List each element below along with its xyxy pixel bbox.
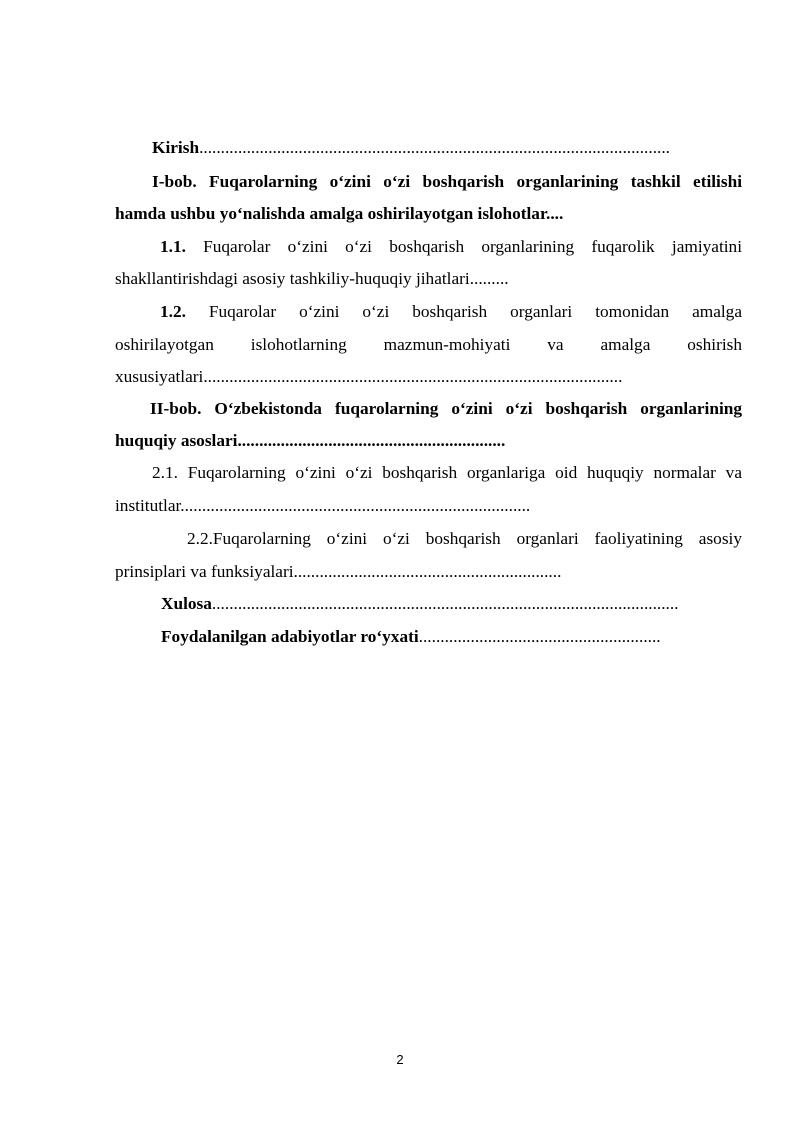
toc-section-2-2-line2: prinsiplari va funksiyalari.............................................................. [115, 562, 562, 581]
toc-section-1-1-line2: shakllantirishdagi asosiy tashkiliy-huquqiy jihatlari......... [115, 269, 509, 288]
toc-section-number: 1.2. [160, 302, 186, 321]
toc-leader-dots: ........................................................ [418, 627, 661, 646]
toc-chapter2-title-line1: II-bob. O‘zbekistonda fuqarolarning o‘zini o‘zi boshqarish organlarining [150, 399, 742, 418]
toc-section-1-2-line3: xususiyatlari................................................................................................. [115, 367, 623, 386]
toc-entry-title: Xulosa [161, 594, 212, 613]
toc-entry-title: Kirish [152, 138, 200, 157]
toc-entry-xulosa [161, 594, 742, 614]
toc-section-2-1-line2: institutlar................................................................................. [115, 496, 531, 515]
toc-chapter1-title-line2: hamda ushbu yo‘nalishda amalga oshirilayotgan islohotlar.... [115, 204, 564, 223]
toc-leader-dots: ............................................................................................................ [211, 594, 679, 613]
toc-section-2-1-line1: 2.1. Fuqarolarning o‘zini o‘zi boshqarish organlariga oid huquqiy normalar va [152, 463, 742, 482]
toc-section-1-1-line1 [160, 237, 742, 257]
toc-chapter1-title-line1: I-bob. Fuqarolarning o‘zini o‘zi boshqarish organlarining tashkil etilishi [152, 172, 742, 191]
page-number: 2 [396, 1052, 404, 1067]
toc-entry-kirish [152, 138, 742, 158]
toc-section-text: Fuqarolar o‘zini o‘zi boshqarish organlari tomonidan amalga [185, 302, 742, 321]
toc-section-1-2-line2: oshirilayotgan islohotlarning mazmun-mohiyati va amalga oshirish [115, 335, 742, 354]
toc-entry-title: Foydalanilgan adabiyotlar ro‘yxati [161, 627, 419, 646]
toc-leader-dots: ............................................................................................................. [199, 138, 670, 157]
toc-section-1-2-line1 [160, 302, 742, 322]
toc-section-2-2-line1: 2.2.Fuqarolarning o‘zini o‘zi boshqarish organlari faoliyatining asosiy [187, 529, 742, 548]
toc-chapter2-title-line2: huquqiy asoslari.............................................................. [115, 431, 506, 450]
toc-entry-references [161, 627, 742, 647]
toc-section-number: 1.1. [160, 237, 186, 256]
toc-section-text: Fuqarolar o‘zini o‘zi boshqarish organlarining fuqarolik jamiyatini [185, 237, 742, 256]
